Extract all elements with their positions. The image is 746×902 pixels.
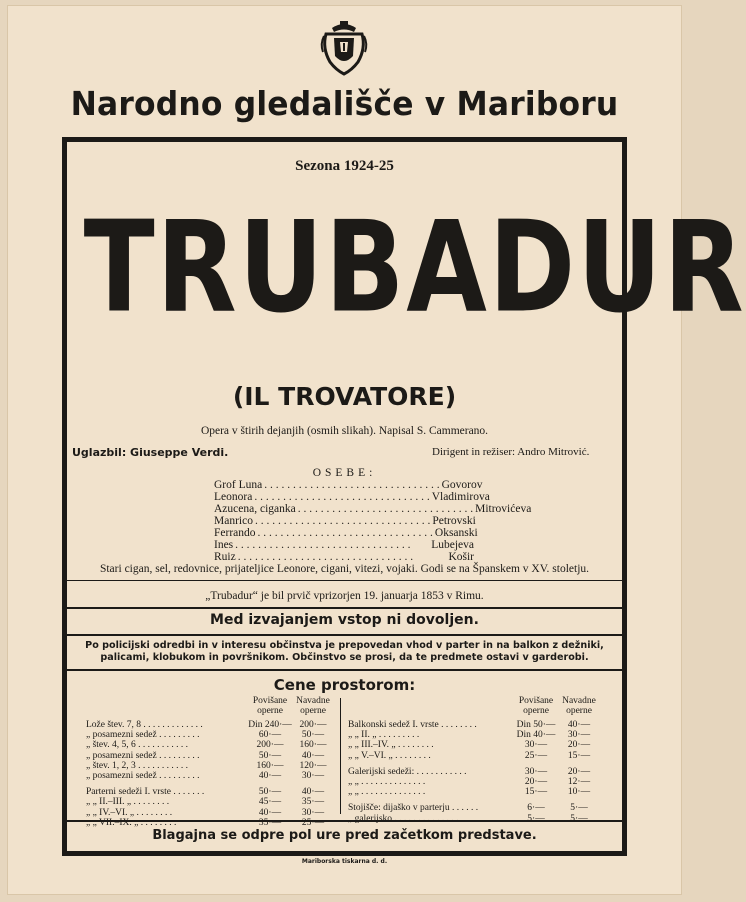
price-row [348,740,600,750]
cast-actor: Oksanski [434,527,478,539]
price-label: „ „ V.–VI. „ . . . . . . . . [348,750,431,761]
cast-row [214,539,474,551]
price-normal: 30·— [301,807,325,818]
cast-row [214,479,483,491]
cast-actor: Košir [448,551,474,563]
price-raised: 20·— [524,776,548,787]
price-row [348,751,600,761]
price-row [86,751,334,761]
cast-role: Azucena, ciganka [214,503,296,515]
price-raised: 50·— [258,787,282,798]
cast-row [214,515,474,527]
cast-role: Manrico [214,515,253,527]
cast-actor: Govorov [441,479,483,491]
price-raised: 40·— [258,770,282,781]
col-raised-header: Povišane operne [252,696,288,716]
price-row [86,808,334,818]
price-label: „ „ IV.–VI. „ . . . . . . . . [86,807,173,818]
entry-notice: Med izvajanjem vstop ni dovoljen. [210,612,479,628]
price-normal: 40·— [301,750,325,761]
price-raised: 50·— [258,750,282,761]
price-row [348,787,600,797]
cast-leader-dots: . . . . . . . . . . . . . . . . . . . . . . . . . . . . . . . [254,491,430,503]
price-label: Lože štev. 7, 8 . . . . . . . . . . . . . [86,720,203,730]
cast-actor: Vladimirova [431,491,490,503]
prices-header-row [86,696,334,720]
prices-header-spacer [348,696,514,720]
divider [64,669,625,671]
cast-leader-dots: . . . . . . . . . . . . . . . . . . . . . . . . . . . . . . . [264,479,440,491]
opera-description: Opera v štirih dejanjih (osmih slikah). Napisal S. Cammerano. [200,425,489,437]
price-normal: 50·— [301,730,325,741]
prices-header-spacer [86,696,248,720]
price-raised: 35·— [258,817,282,828]
theatre-name: Narodno gledališče v Mariboru [70,84,619,123]
cast-leader-dots: . . . . . . . . . . . . . . . . . . . . . . . . . . . . . . . [237,551,414,563]
price-normal: 15·— [567,750,591,761]
price-normal: 5·— [570,813,588,824]
cast-leader-dots: . . . . . . . . . . . . . . . . . . . . . . . . . . . . . . . [254,515,431,527]
price-label: „ štev. 4, 5, 6 . . . . . . . . . . . [86,740,189,751]
prices-header-row [348,696,600,720]
cast-list [214,479,532,563]
price-label: Balkonski sedež I. vrste . . . . . . . . [348,720,477,730]
price-row [348,767,600,777]
cast-role: Ines [214,539,234,551]
price-raised: Din 50·— [516,720,556,730]
price-raised: 15·— [524,787,548,798]
cast-row [214,491,490,503]
price-normal: 160·— [299,740,327,751]
price-label: „ „ . . . . . . . . . . . . . . [348,776,426,787]
col-normal-header: Navadne operne [296,696,330,716]
price-normal: 10·— [567,787,591,798]
director-credit: Dirigent in režiser: Andro Mitrović. [432,446,590,458]
prices-right-table [348,696,600,824]
price-label: „ „ II. „ . . . . . . . . . [348,730,420,741]
price-raised: 45·— [258,797,282,808]
price-row [86,787,334,797]
price-raised: 160·— [256,760,284,771]
box-office-note: Blagajna se odpre pol ure pred začetkom predstave. [152,828,537,843]
price-row [86,771,334,781]
price-label: „ galerijsko . . . . . . . . . . . . . . [348,813,459,824]
price-raised: 6·— [527,803,545,814]
col-normal-header: Navadne operne [562,696,596,716]
cast-actor: Mitrovićeva [475,503,532,515]
price-row [86,730,334,740]
prices-heading: Cene prostorom: [273,676,416,694]
price-row [86,720,334,730]
price-row [86,797,334,807]
cast-row [214,527,478,539]
price-normal: 20·— [567,740,591,751]
price-row [348,803,600,813]
opera-title: TRUBADUR [83,195,746,341]
price-row [348,814,600,824]
prices-left-table [86,696,334,828]
printer-credit: Mariborska tiskarna d. d. [301,858,388,865]
price-label: Stojišče: dijaško v parterju . . . . . . [348,803,479,814]
cast-actor: Petrovski [432,515,476,527]
cast-row [214,503,532,515]
price-normal: 35·— [301,797,325,808]
cast-leader-dots: . . . . . . . . . . . . . . . . . . . . . . . . . . . . . . . [297,503,474,515]
price-raised: 5·— [527,813,545,824]
price-raised: 30·— [524,740,548,751]
price-raised: 30·— [524,766,548,777]
premiere-note: „Trubadur“ je bil prvič vprizorjen 19. januarja 1853 v Rimu. [205,590,484,602]
cast-leader-dots: . . . . . . . . . . . . . . . . . . . . . . . . . . . . . . . [257,527,433,539]
price-normal: 40·— [567,720,591,730]
cast-role: Ferrando [214,527,256,539]
cast-role: Leonora [214,491,253,503]
col-raised-header: Povišane operne [518,696,554,716]
price-normal: 200·— [299,720,327,730]
price-row [86,740,334,750]
divider [64,607,625,609]
price-label: „ posamezni sedež . . . . . . . . . [86,750,200,761]
price-label: „ „ II.–III. „ . . . . . . . . [86,797,170,808]
price-normal: 30·— [301,770,325,781]
price-raised: Din 240·— [248,720,292,730]
price-normal: 25·— [301,817,325,828]
price-raised: Din 40·— [516,730,556,741]
price-normal: 12·— [567,776,591,787]
cast-role: Grof Luna [214,479,263,491]
price-row [348,720,600,730]
cast-actor: Lubejeva [431,539,474,551]
price-normal: 40·— [301,787,325,798]
price-normal: 120·— [299,760,327,771]
price-label: Galerijski sedeži: . . . . . . . . . . . [348,766,467,777]
price-raised: 200·— [256,740,284,751]
price-row [348,777,600,787]
composer-credit: Uglazbil: Giuseppe Verdi. [72,446,229,459]
cast-leader-dots: . . . . . . . . . . . . . . . . . . . . . . . . . . . . . . . [235,539,411,551]
price-normal: 20·— [567,766,591,777]
price-label: Parterni sedeži I. vrste . . . . . . . [86,787,205,798]
cast-heading: OSEBE: [312,467,377,479]
price-row [86,761,334,771]
cast-row [214,551,474,563]
police-notice: Po policijski odredbi in v interesu občinstva je prepovedan vhod v parter in na balkon z dežniki, palicami, klobukom in površnikom. Občinstvo se prosi, da te predmete ostavi v garderobi. [85,640,604,663]
coat-of-arms-icon [320,18,368,76]
season-label: Sezona 1924-25 [295,158,394,174]
price-label: „ posamezni sedež . . . . . . . . . [86,730,200,741]
price-label: „ „ VII.–IX. „ . . . . . . . . [86,817,177,828]
price-label: „ štev. 1, 2, 3 . . . . . . . . . . . [86,760,189,771]
price-raised: 25·— [524,750,548,761]
price-label: „ „ . . . . . . . . . . . . . . [348,787,426,798]
price-normal: 30·— [567,730,591,741]
divider [64,634,625,636]
price-normal: 5·— [570,803,588,814]
price-label: „ posamezni sedež . . . . . . . . . [86,770,200,781]
prices-divider [340,698,341,814]
cast-role: Ruiz [214,551,236,563]
price-row [348,730,600,740]
price-raised: 40·— [258,807,282,818]
price-label: „ „ III.–IV. „ . . . . . . . . [348,740,434,751]
divider [64,820,625,822]
opera-subtitle: (IL TROVATORE) [232,382,457,411]
extras-note: Stari cigan, sel, redovnice, prijateljice Leonore, cigani, vitezi, vojaki. Godi se na Španskem v XV. stoletju. [99,563,590,575]
divider [64,580,625,581]
price-raised: 60·— [258,730,282,741]
